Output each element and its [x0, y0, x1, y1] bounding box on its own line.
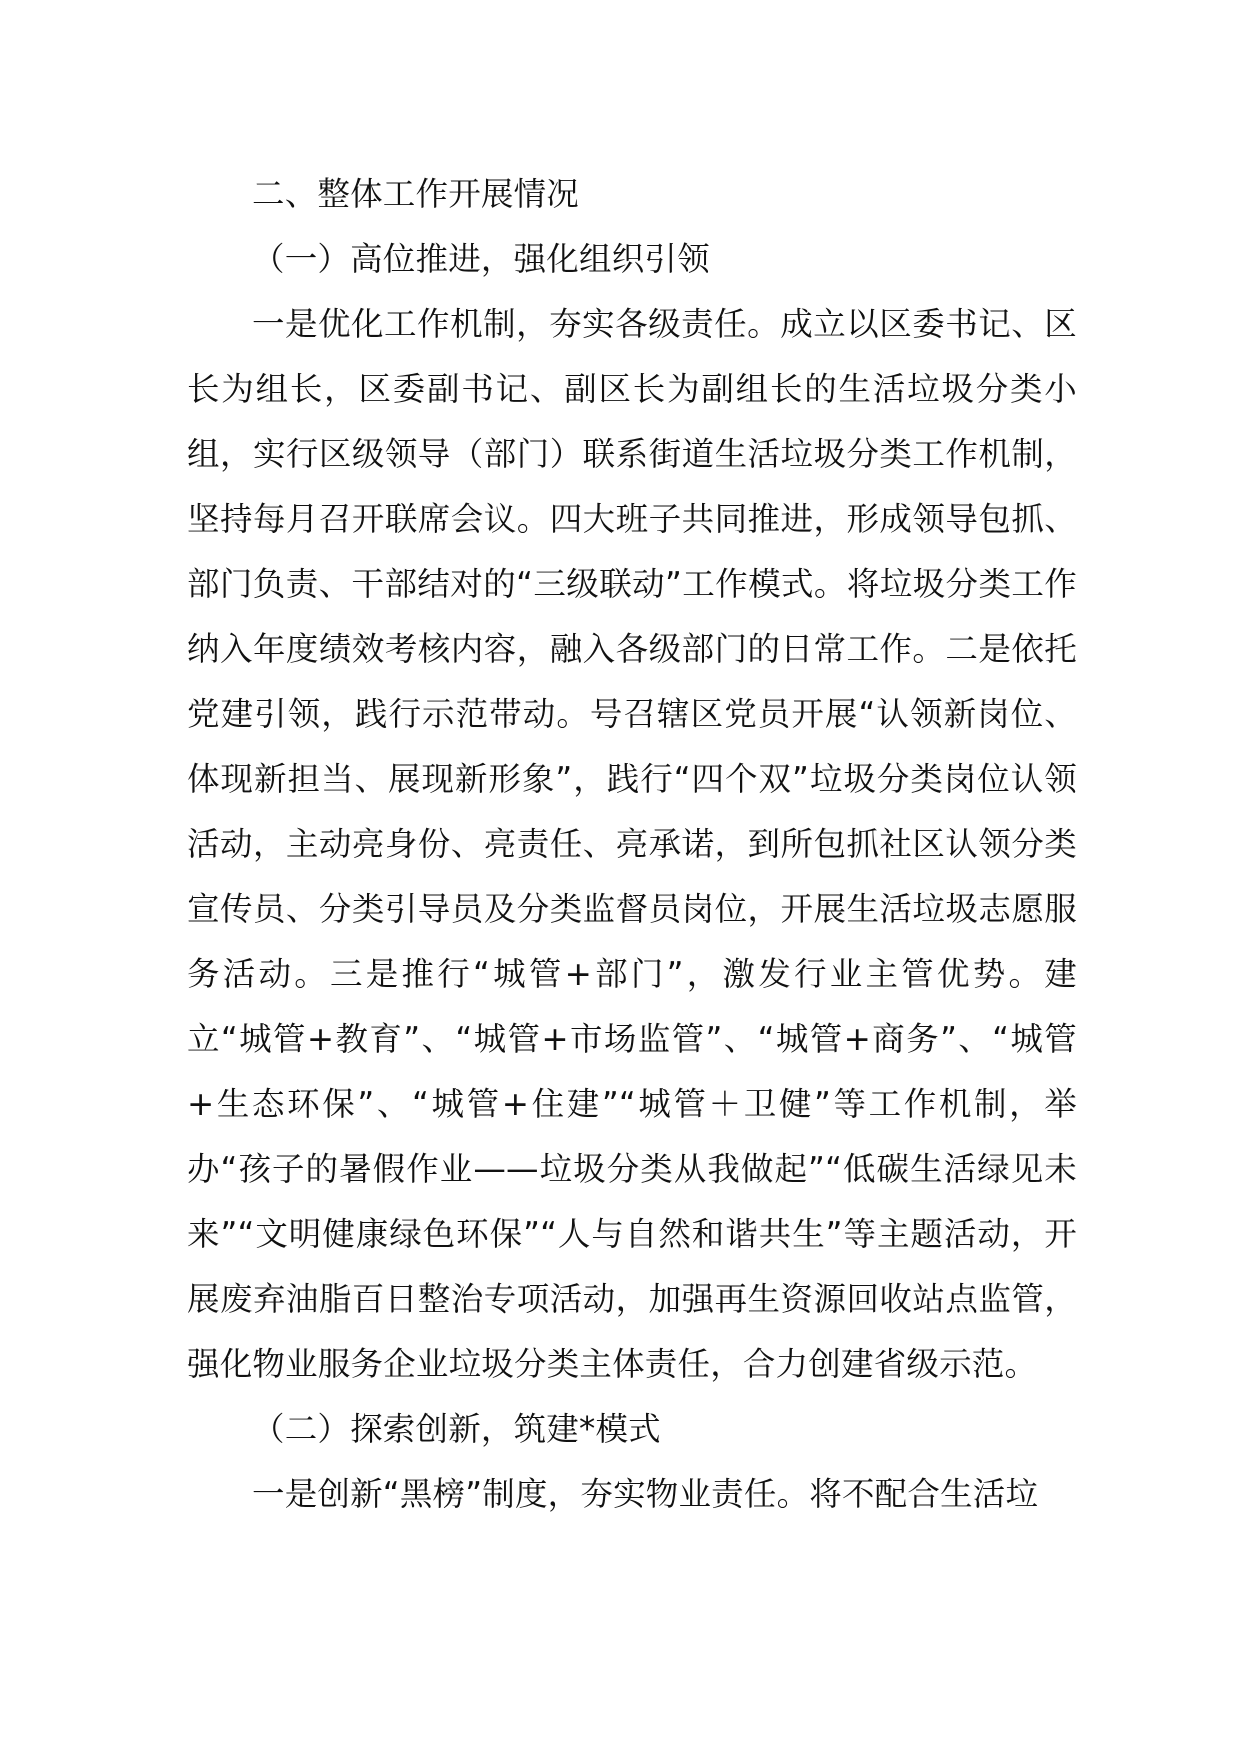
section-heading: 二、整体工作开展情况 — [252, 175, 580, 213]
body-paragraph-1: 一是优化工作机制，夯实各级责任。成立以区委书记、区长为组长，区委副书记、副区长为副组长的生活垃圾分类小组，实行区级领导（部门）联系街道生活垃圾分类工作机制，坚持每月召开联席会议。四大班子共同推进，形成领导包抓、部门负责、干部结对的“三级联动”工作模式。将垃圾分类工作纳入年度绩效考核内容，融入各级部门的日常工作。二是依托党建引领，践行示范带动。号召辖区党员开展“认领新岗位、体现新担当、展现新形象”，践行“四个双”垃圾分类岗位认领活动，主动亮身份、亮责任、亮承诺，到所包抓社区认领分类宣传员、分类引导员及分类监督员岗位，开展生活垃圾志愿服务活动。三是推行“城管+部门”，激发行业主管优势。建立“城管+教育”、“城管+市场监管”、“城管+商务”、“城管+生态环保”、“城管+住建”“城管＋卫健”等工作机制，举办“孩子的暑假作业——垃圾分类从我做起”“低碳生活绿见未来”“文明健康绿色环保”“人与自然和谐共生”等主题活动，开展废弃油脂百日整治专项活动，加强再生资源回收站点监管，强化物业服务企业垃圾分类主体责任，合力创建省级示范。 — [187, 305, 1077, 1383]
subsection-heading-2: （二）探索创新，筑建*模式 — [252, 1410, 661, 1448]
subsection-heading-1: （一）高位推进，强化组织引领 — [252, 240, 710, 278]
document-body — [187, 162, 1077, 1527]
body-paragraph-2: 一是创新“黑榜”制度，夯实物业责任。将不配合生活垃 — [252, 1475, 1039, 1513]
